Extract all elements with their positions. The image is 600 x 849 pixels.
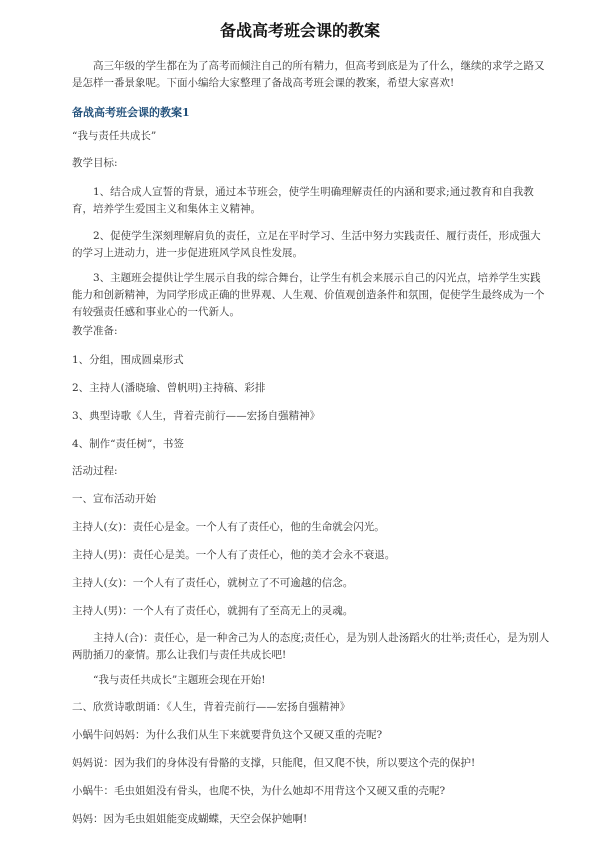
section-heading: 备战高考班会课的教案1: [72, 106, 190, 119]
paragraph-goal-1: 1、结合成人宣誓的背景，通过本节班会，使学生明确理解责任的内涵和要求;通过教育和自我教育，培养学生爱国主义和集体主义精神。: [72, 186, 534, 215]
paragraph-host-male-2: 主持人(男)：一个人有了责任心，就拥有了至高无上的灵魂。: [72, 605, 354, 617]
paragraph-step-1: 一、宣布活动开始: [72, 493, 156, 505]
paragraph-step-2: 二、欣赏诗歌朗诵：《人生，背着壳前行——宏扬自强精神》: [72, 701, 351, 713]
paragraph-process-label: 活动过程:: [72, 465, 118, 477]
paragraph-snail-question-1: 小蜗牛问妈妈：为什么我们从生下来就要背负这个又硬又重的壳呢?: [72, 729, 383, 741]
paragraph-goal-3: 3、主题班会提供让学生展示自我的综合舞台，让学生有机会来展示自己的闪光点，培养学生实践能力和创新精神，为同学形成正确的世界观、人生观、价值观创造条件和氛围，促使学生最终成为一个有较强责任感和事业心的一代新人。: [72, 272, 545, 318]
document-title: 备战高考班会课的教案: [219, 21, 380, 40]
paragraph-prep-3: 3、典型诗歌《人生，背着壳前行——宏扬自强精神》: [72, 410, 321, 422]
paragraph-prep-2: 2、主持人(潘晓瑜、曾帆明)主持稿、彩排: [72, 382, 266, 394]
paragraph-theme-start: “我与责任共成长”主题班会现在开始!: [93, 674, 266, 686]
paragraph-goals-label: 教学目标:: [72, 157, 118, 169]
paragraph-goal-2: 2、促使学生深刻理解肩负的责任，立足在平时学习、生活中努力实践责任、履行责任，形成强大的学习上进动力，进一步促进班风学风良性发展。: [72, 230, 541, 259]
paragraph-prep-1: 1、分组，围成圆桌形式: [72, 354, 184, 366]
paragraph-host-together: 主持人(合)：责任心，是一种舍己为人的态度;责任心，是为别人赴汤蹈火的壮举;责任心，是为别人两肋插刀的豪情。那么让我们与责任共成长吧!: [72, 632, 550, 661]
intro-paragraph: 高三年级的学生都在为了高考而倾注自己的所有精力，但高考到底是为了什么，继续的求学之路又是怎样一番景象呢。下面小编给大家整理了备战高考班会课的教案，希望大家喜欢!: [72, 60, 545, 89]
paragraph-mother-answer-1: 妈妈说：因为我们的身体没有骨骼的支撑，只能爬，但又爬不快，所以要这个壳的保护!: [72, 757, 476, 769]
paragraph-host-female-2: 主持人(女)：一个人有了责任心，就树立了不可逾越的信念。: [72, 577, 354, 589]
paragraph-prep-4: 4、制作“责任树”，书签: [72, 438, 184, 450]
paragraph-host-female-1: 主持人(女)：责任心是金。一个人有了责任心，他的生命就会闪光。: [72, 521, 385, 533]
paragraph-host-male-1: 主持人(男)：责任心是美。一个人有了责任心，他的美才会永不衰退。: [72, 549, 396, 561]
paragraph-theme: “我与责任共成长”: [72, 130, 157, 142]
paragraph-mother-answer-2: 妈妈：因为毛虫姐姐能变成蝴蝶，天空会保护她啊!: [72, 813, 308, 825]
paragraph-snail-question-2: 小蜗牛：毛虫姐姐没有骨头，也爬不快，为什么她却不用背这个又硬又重的壳呢?: [72, 785, 446, 797]
paragraph-prep-label: 教学准备:: [72, 325, 118, 337]
